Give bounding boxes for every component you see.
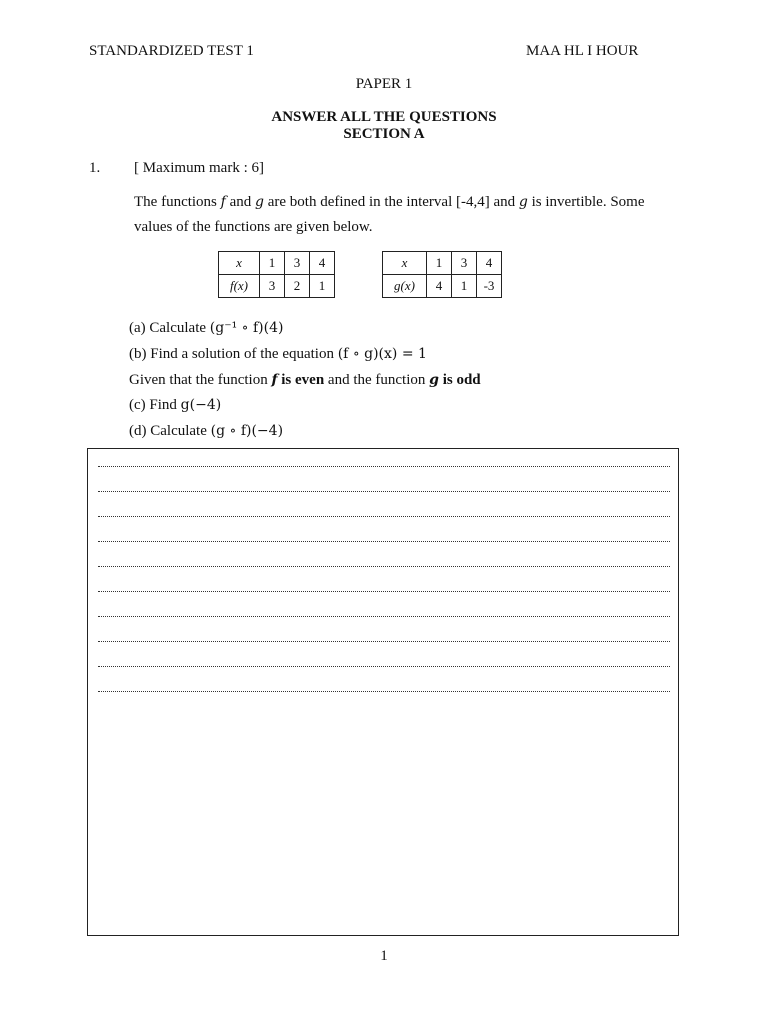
part-b [129,346,427,363]
answer-line[interactable] [98,641,670,642]
f-table-x-4: 4 [310,252,335,275]
answer-line[interactable] [98,516,670,517]
answer-line[interactable] [98,491,670,492]
intro-g-symbol-2: g [518,194,528,210]
part-b-label: (b) Find a solution of the equation [129,346,338,362]
answer-line[interactable] [98,666,670,667]
given-text-2: is even [277,372,325,388]
part-b-expression: (f ∘ g)(x) = 1 [337,346,427,362]
part-d-label: (d) Calculate [129,423,211,439]
g-table-x-row [383,252,502,275]
answer-line[interactable] [98,541,670,542]
question-intro-line-2: values of the functions are given below. [134,219,373,235]
part-a-label: (a) Calculate [129,320,210,336]
f-table-fx-row [219,275,335,298]
question-max-mark: [ Maximum mark : 6] [134,160,264,176]
intro-f-symbol: f [220,194,226,210]
intro-text-4: is invertible. Some [527,194,645,210]
intro-text-3: are both defined in the interval [-4,4] and [263,194,519,210]
question-number: 1. [89,160,101,176]
intro-g-symbol: g [255,194,264,210]
answer-line[interactable] [98,616,670,617]
part-c [129,397,221,414]
f-table-fx-3: 2 [285,275,310,298]
header-left-text: STANDARDIZED TEST 1 [89,43,254,59]
g-table-gx-header: g(x) [383,275,427,298]
part-a-expression: (g⁻¹ ∘ f)(4) [209,320,284,336]
answer-line[interactable] [98,591,670,592]
given-text-3: and the function [324,372,430,388]
given-text-1: Given that the function [129,372,272,388]
g-table-x-4: 4 [477,252,502,275]
f-table-fx-header: f(x) [219,275,260,298]
section-heading: SECTION A [343,126,425,142]
page-number: 1 [380,948,388,964]
answer-box[interactable] [87,448,679,936]
given-statement [129,372,481,389]
header-right-text: MAA HL I HOUR [526,43,639,59]
answer-line[interactable] [98,466,670,467]
question-intro-line-1 [134,194,645,211]
part-d [129,423,283,440]
given-text-4: is odd [438,372,481,388]
answer-line[interactable] [98,566,670,567]
g-table-gx-row [383,275,502,298]
f-table-x-header: x [219,252,260,275]
answer-line[interactable] [98,691,670,692]
part-d-expression: (g ∘ f)(−4) [210,423,284,439]
f-table-x-row [219,252,335,275]
g-values-table [382,251,502,298]
f-table-fx-1: 3 [260,275,285,298]
g-table-gx-1: 4 [427,275,452,298]
g-table-x-3: 3 [452,252,477,275]
g-table-x-header: x [383,252,427,275]
g-table-x-1: 1 [427,252,452,275]
given-g-symbol: g [429,372,439,388]
f-table-x-3: 3 [285,252,310,275]
f-values-table [218,251,335,298]
f-table-x-1: 1 [260,252,285,275]
f-table-fx-4: 1 [310,275,335,298]
g-table-gx-4: -3 [477,275,502,298]
given-f-symbol: f [271,372,278,388]
instructions-heading: ANSWER ALL THE QUESTIONS [271,109,497,125]
paper-label: PAPER 1 [355,76,413,92]
part-a [129,320,283,337]
intro-text-2: and [225,194,256,210]
g-table-gx-3: 1 [452,275,477,298]
intro-text-1: The functions [134,194,221,210]
part-c-label: (c) Find [129,397,181,413]
part-c-expression: g(−4) [180,397,222,413]
